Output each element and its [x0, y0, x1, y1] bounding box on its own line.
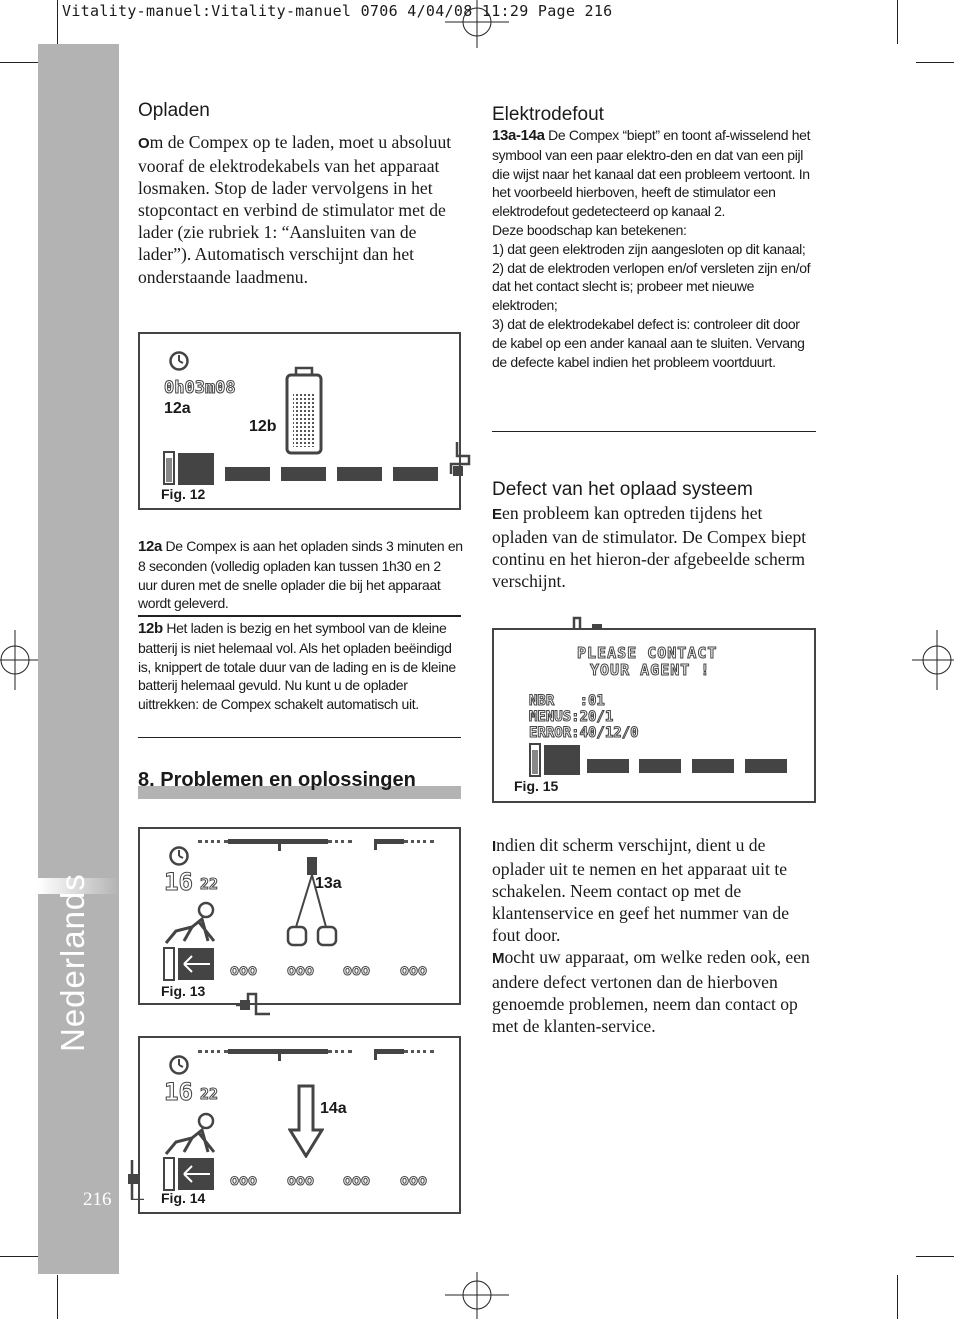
crop-mark	[57, 1275, 58, 1319]
registration-mark-icon	[0, 630, 40, 690]
note-tag: 12b	[138, 620, 163, 637]
time-seconds: 22	[200, 875, 219, 893]
registration-mark-icon	[912, 630, 954, 690]
intensity-scale	[328, 840, 352, 843]
cable-connector-icon	[445, 442, 475, 484]
channel-dots-3: ooo	[343, 961, 371, 979]
crop-mark	[916, 62, 954, 63]
channel-dots-4: ooo	[400, 961, 428, 979]
channel-bar-3	[337, 467, 382, 481]
figure-caption: Fig. 13	[161, 983, 206, 999]
opladen-text: m de Compex op te laden, moet u absoluut vooraf de elektrodekabels van het apparaat losmaken. Stop de lader vervolgens in het stopcontact en verbind de stimulator met de lader (zie rubriek 1: “Aansluiten van de lader”). Automatisch verschijnt dan het onderstaande laadmenu.	[138, 132, 452, 287]
figure-13-screen	[138, 827, 461, 1005]
crop-mark	[916, 1256, 954, 1257]
list-item: 2) dat de elektroden verlopen en/of versleten zijn en/of dat het contact slecht is; probeer met nieuwe elektroden;	[492, 259, 811, 314]
error-code: ERROR:40/12/0	[529, 725, 639, 741]
label-13a: 13a	[315, 875, 342, 892]
channel-dots-1: ooo	[230, 1171, 258, 1189]
figure-15-screen	[492, 628, 816, 803]
cable-connector-icon	[128, 1160, 152, 1200]
divider	[138, 615, 461, 617]
drop-initial: E	[492, 506, 503, 523]
divider	[492, 431, 816, 432]
channel-bar-1	[225, 467, 270, 481]
cable-connector-icon	[236, 992, 270, 1018]
athlete-icon	[162, 1112, 218, 1158]
intensity-bar-right	[374, 839, 377, 850]
note-12b: 12b Het laden is bezig en het symbool van de kleine batterij is niet helemaal vol. Als het opladen beëindigd is, knippert de totale duur van de lading en is de kleine batterij helemaal gevuld. Nu kunt u de oplader uittrekken: de Compex schakelt automatisch uit.	[138, 620, 456, 713]
language-label: Nederlands	[54, 873, 91, 1052]
intensity-scale	[404, 840, 434, 843]
label-14a: 14a	[320, 1100, 347, 1117]
intensity-bar-right	[374, 839, 404, 844]
channel-bar-2	[639, 759, 681, 773]
figure-14-screen	[138, 1036, 461, 1214]
divider	[138, 737, 461, 738]
channel-bar-4	[393, 467, 438, 481]
time-minutes: 16	[164, 868, 193, 896]
error-nbr: NBR :01	[529, 693, 605, 709]
section-title-opladen: Opladen	[138, 100, 210, 121]
sidebar-tab	[38, 44, 119, 1274]
note-tag: 13a-14a	[492, 127, 545, 144]
intensity-scale	[404, 1050, 434, 1053]
section-title-elektrodefout: Elektrodefout	[492, 104, 604, 125]
crop-mark	[0, 62, 38, 63]
channel-bar-4	[745, 759, 787, 773]
figure-caption: Fig. 14	[161, 1190, 206, 1206]
intensity-scale	[198, 840, 228, 843]
intensity-bar-right	[374, 1049, 377, 1060]
channel-dots-4: ooo	[400, 1171, 428, 1189]
channel-bar-3	[692, 759, 734, 773]
drop-initial: M	[492, 950, 505, 968]
clock-icon	[168, 1054, 190, 1076]
error-message-line-2: YOUR AGENT !	[590, 661, 711, 679]
channel-select-arrow-icon	[160, 946, 218, 982]
section-title-defect: Defect van het oplaad systeem	[492, 479, 753, 500]
label-12b: 12b	[249, 418, 277, 435]
page-number: 216	[83, 1189, 112, 1210]
label-12a: 12a	[164, 400, 191, 417]
time-seconds: 22	[200, 1085, 219, 1103]
intensity-marker	[278, 1049, 281, 1061]
large-battery-icon	[284, 366, 326, 456]
section-8-title: 8. Problemen en oplossingen	[138, 769, 416, 791]
note-tag: 12a	[138, 538, 162, 555]
channel-select-arrow-icon	[160, 1156, 218, 1192]
channel-dots-2: ooo	[287, 961, 315, 979]
figure-caption: Fig. 12	[161, 486, 206, 502]
channel-bar-1	[587, 759, 629, 773]
charge-time-display: 0h03m08	[164, 378, 236, 398]
registration-mark-icon	[445, 1272, 509, 1319]
athlete-icon	[162, 901, 218, 947]
channel-dots-1: ooo	[230, 961, 258, 979]
elektrodefout-text: 13a-14a De Compex “biept” en toont af-wisselend het symbool van een paar elektro-den en dat van een pijl die wijst naar het kanaal dat een probleem vertoont. In het voorbeeld hierboven, heeft de stimulator een elektrodefout gedetecteerd op kanaal 2. Deze boodschap kan betekenen: 1) dat geen elektroden zijn aangesloten op dit kanaal; 2) dat de elektroden verlopen en/of versleten zijn en/of dat het contact slecht is; probeer met nieuwe elektroden; 3) dat de elektrodekabel defect is: controleer dit door de kabel op een ander kanaal aan te sluiten. Vervang de defecte kabel indien het probleem voortduurt.	[492, 127, 811, 370]
crop-mark	[0, 1256, 38, 1257]
channel-bar-2	[281, 467, 326, 481]
drop-initial: I	[492, 838, 497, 855]
list-item: 1) dat geen elektroden zijn aangesloten op dit kanaal;	[492, 240, 806, 257]
figure-caption: Fig. 15	[514, 778, 559, 794]
channel-dots-2: ooo	[287, 1171, 315, 1189]
error-menus: MENUS:20/1	[529, 709, 614, 725]
channel-dots-3: ooo	[343, 1171, 371, 1189]
time-minutes: 16	[164, 1078, 193, 1106]
intensity-marker	[278, 839, 281, 851]
small-battery-icon	[528, 742, 582, 778]
intensity-scale	[198, 1050, 228, 1053]
error-message-line-1: PLEASE CONTACT	[577, 644, 718, 662]
crop-mark	[57, 0, 58, 44]
print-header: Vitality-manuel:Vitality-manuel 0706 4/04/08 11:29 Page 216	[62, 2, 613, 20]
opladen-paragraph	[138, 131, 464, 288]
clock-icon	[168, 350, 190, 372]
crop-mark	[897, 1275, 898, 1319]
list-item: 3) dat de elektrodekabel defect is: controleer dit door de kabel op een ander kanaal aan te sluiten. Vervang de defecte kabel indien het probleem voortduurt.	[492, 315, 805, 370]
defect-paragraph: Een probleem kan optreden tijdens het opladen van de stimulator. De Compex biept continu en het hieron-der afgebeelde scherm verschijnt.	[492, 503, 807, 592]
intensity-scale	[328, 1050, 352, 1053]
clock-icon	[168, 845, 190, 867]
drop-initial: O	[138, 135, 150, 152]
crop-mark	[897, 0, 898, 44]
small-battery-icon	[160, 450, 220, 488]
figure-12-screen	[138, 332, 461, 510]
indien-paragraph: Indien dit scherm verschijnt, dient u de oplader uit te nemen en het apparaat uit te schakelen. Neem contact op met de klantenservice en geef het nummer van de fout door. Mocht uw apparaat, om welke reden ook, een andere defect vertonen dan de hierboven genoemde problemen, neem dan contact op met de klanten-service.	[492, 835, 810, 1036]
intensity-bar-right	[374, 1049, 404, 1054]
electrode-pair-icon	[286, 853, 338, 949]
note-12a: 12a De Compex is aan het opladen sinds 3 minuten en 8 seconden (volledig opladen kan tussen 1h30 en 2 uur duren met de snelle oplader die bij het apparaat wordt geleverd.	[138, 538, 463, 612]
down-arrow-icon	[288, 1084, 324, 1158]
